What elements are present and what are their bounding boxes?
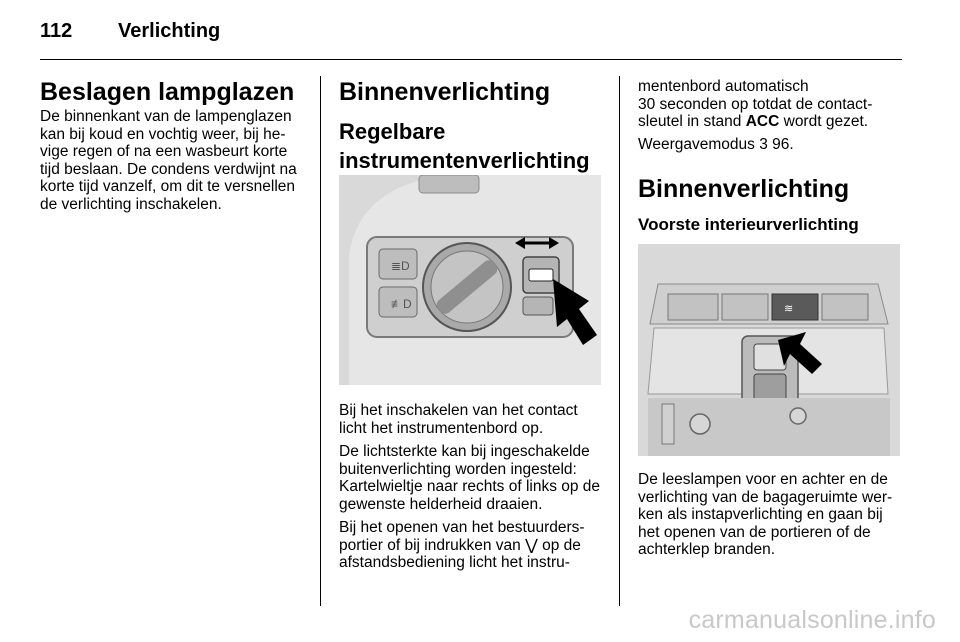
- text-fragment: wordt gezet.: [779, 113, 869, 131]
- text-line: de verlichting inschakelen.: [40, 195, 222, 213]
- subheading-front-interior-light: Voorste interieurverlichting: [638, 215, 859, 234]
- text-line: Bij het inschakelen van het contact: [339, 402, 578, 419]
- paragraph-brightness: [339, 443, 609, 513]
- text-line: [638, 136, 903, 154]
- subheading-line: Regelbare: [339, 119, 446, 144]
- text-fragment: Weergavemodus: [638, 136, 760, 153]
- text-line: kan bij koud en vochtig weer, bij he-: [40, 125, 286, 143]
- text-line: 30 seconden op totdat de contact-: [638, 95, 873, 113]
- column-divider-1: [320, 76, 321, 606]
- page-reference-icon: 3: [759, 136, 768, 153]
- text-line: korte tijd vanzelf, om dit te versnellen: [40, 178, 296, 196]
- interior-light-figure: [638, 244, 900, 456]
- light-switch-figure: [339, 175, 601, 385]
- text-line: tijd beslaan. De condens verdwijnt na: [40, 160, 297, 178]
- svg-text:≣D: ≣D: [391, 259, 410, 273]
- page-number: 112: [40, 20, 73, 42]
- text-line: verlichting van de bagageruimte wer-: [638, 488, 893, 506]
- svg-text:≢D: ≢D: [391, 297, 412, 311]
- text-line: licht het instrumentenbord op.: [339, 419, 544, 437]
- section-heading-interior-lighting-2: Binnenverlichting: [638, 175, 850, 203]
- display-mode-reference: [638, 136, 903, 154]
- acc-label: ACC: [745, 113, 780, 131]
- text-line: afstandsbediening licht het instru-: [339, 554, 570, 572]
- text-line: De binnenkant van de lampenglazen: [40, 108, 292, 125]
- text-line: het openen van de portieren of de: [638, 523, 871, 541]
- section-heading-fogged-lamps: Beslagen lampglazen: [40, 78, 295, 106]
- svg-text:≋: ≋: [784, 303, 794, 315]
- text-line: achterklep branden.: [638, 541, 776, 559]
- text-fragment: sleutel in stand: [638, 113, 746, 131]
- subheading-adjustable-instrument-lighting: [339, 117, 590, 175]
- section-heading-interior-lighting: Binnenverlichting: [339, 78, 551, 106]
- text-line: Bij het openen van het bestuurders-: [339, 519, 585, 536]
- column-divider-2: [619, 76, 620, 606]
- text-line: ken als instapverlichting en gaan bij: [638, 506, 883, 524]
- paragraph-fogged-lamps: [40, 108, 310, 214]
- text-line: De leeslampen voor en achter en de: [638, 471, 888, 488]
- text-fragment: op de: [537, 536, 581, 554]
- text-line: [638, 113, 903, 131]
- text-line: De lichtsterkte kan bij ingeschakelde: [339, 443, 590, 460]
- header-rule: [40, 59, 902, 60]
- text-fragment: 96.: [767, 136, 794, 153]
- paragraph-continuation: [638, 78, 903, 131]
- paragraph-door-open: [339, 519, 609, 572]
- text-line: gewenste helderheid draaien.: [339, 495, 543, 513]
- text-line: [339, 537, 609, 555]
- subheading-line: instrumentenverlichting: [339, 148, 590, 173]
- text-line: Kartelwieltje naar rechts of links op de: [339, 478, 601, 496]
- unlock-icon: ⋁: [525, 536, 538, 554]
- watermark: carmanualsonline.info: [688, 606, 936, 634]
- chapter-title: Verlichting: [118, 20, 221, 42]
- text-line: vige regen of na een wasbeurt korte: [40, 143, 288, 161]
- paragraph-ignition: [339, 402, 609, 437]
- text-fragment: portier of bij indrukken van: [339, 536, 526, 554]
- text-line: buitenverlichting worden ingesteld:: [339, 460, 577, 478]
- text-line: mentenbord automatisch: [638, 78, 809, 95]
- paragraph-reading-lamps: [638, 471, 903, 559]
